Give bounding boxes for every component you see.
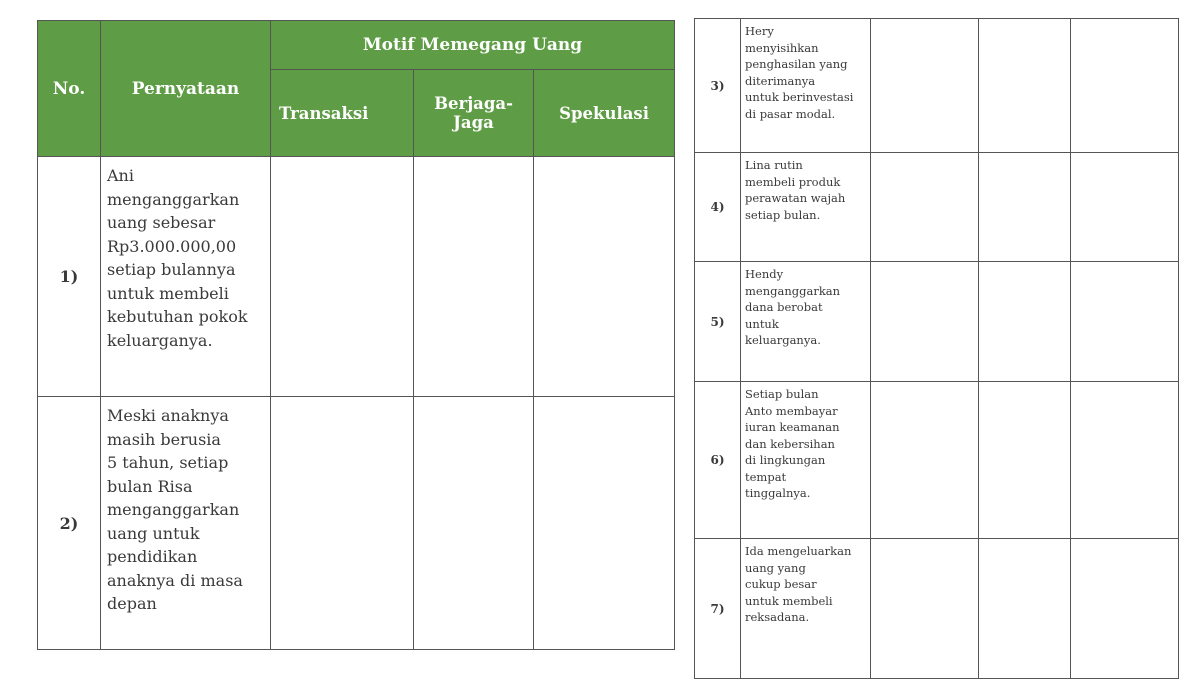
checkbox-cell-precaution[interactable] [414, 157, 534, 397]
row-number: 6) [695, 382, 741, 539]
row-number: 2) [38, 397, 101, 650]
header-statement: Pernyataan [101, 21, 271, 157]
header-no: No. [38, 21, 101, 157]
checkbox-cell-precaution[interactable] [979, 382, 1071, 539]
row-statement: Meski anaknya masih berusia 5 tahun, setiap bulan Risa menganggarkan uang untuk pendidikan anaknya di masa depan [101, 397, 271, 650]
row-statement: Hery menyisihkan penghasilan yang diterimanya untuk berinvestasi di pasar modal. [741, 19, 871, 153]
header-speculation: Spekulasi [534, 70, 675, 157]
table-row [695, 153, 1179, 262]
row-statement: Ida mengeluarkan uang yang cukup besar untuk membeli reksadana. [741, 539, 871, 679]
checkbox-cell-precaution[interactable] [414, 397, 534, 650]
table-row [38, 157, 675, 397]
checkbox-cell-speculation[interactable] [1071, 539, 1179, 679]
checkbox-cell-transaction[interactable] [271, 397, 414, 650]
table-row [695, 262, 1179, 382]
header-precaution: Berjaga- Jaga [414, 70, 534, 157]
header-transaction: Transaksi [271, 70, 414, 157]
checkbox-cell-transaction[interactable] [271, 157, 414, 397]
checkbox-cell-transaction[interactable] [871, 153, 979, 262]
right-table [694, 18, 1179, 679]
checkbox-cell-transaction[interactable] [871, 539, 979, 679]
checkbox-cell-transaction[interactable] [871, 382, 979, 539]
header-motive-group: Motif Memegang Uang [271, 21, 675, 70]
checkbox-cell-precaution[interactable] [979, 19, 1071, 153]
table-row [695, 382, 1179, 539]
row-number: 3) [695, 19, 741, 153]
row-statement: Lina rutin membeli produk perawatan wajah setiap bulan. [741, 153, 871, 262]
checkbox-cell-speculation[interactable] [1071, 153, 1179, 262]
table-row [38, 397, 675, 650]
row-statement: Hendy menganggarkan dana berobat untuk keluarganya. [741, 262, 871, 382]
checkbox-cell-speculation[interactable] [534, 157, 675, 397]
checkbox-cell-speculation[interactable] [1071, 382, 1179, 539]
checkbox-cell-transaction[interactable] [871, 19, 979, 153]
row-number: 5) [695, 262, 741, 382]
checkbox-cell-speculation[interactable] [534, 397, 675, 650]
checkbox-cell-transaction[interactable] [871, 262, 979, 382]
table-row [695, 539, 1179, 679]
row-number: 7) [695, 539, 741, 679]
table-row [695, 19, 1179, 153]
row-statement: Ani menganggarkan uang sebesar Rp3.000.000,00 setiap bulannya untuk membeli kebutuhan pokok keluarganya. [101, 157, 271, 397]
checkbox-cell-precaution[interactable] [979, 262, 1071, 382]
left-table [37, 20, 675, 650]
row-number: 4) [695, 153, 741, 262]
row-statement: Setiap bulan Anto membayar iuran keamanan dan kebersihan di lingkungan tempat tinggalnya. [741, 382, 871, 539]
checkbox-cell-speculation[interactable] [1071, 19, 1179, 153]
checkbox-cell-precaution[interactable] [979, 153, 1071, 262]
checkbox-cell-speculation[interactable] [1071, 262, 1179, 382]
checkbox-cell-precaution[interactable] [979, 539, 1071, 679]
row-number: 1) [38, 157, 101, 397]
